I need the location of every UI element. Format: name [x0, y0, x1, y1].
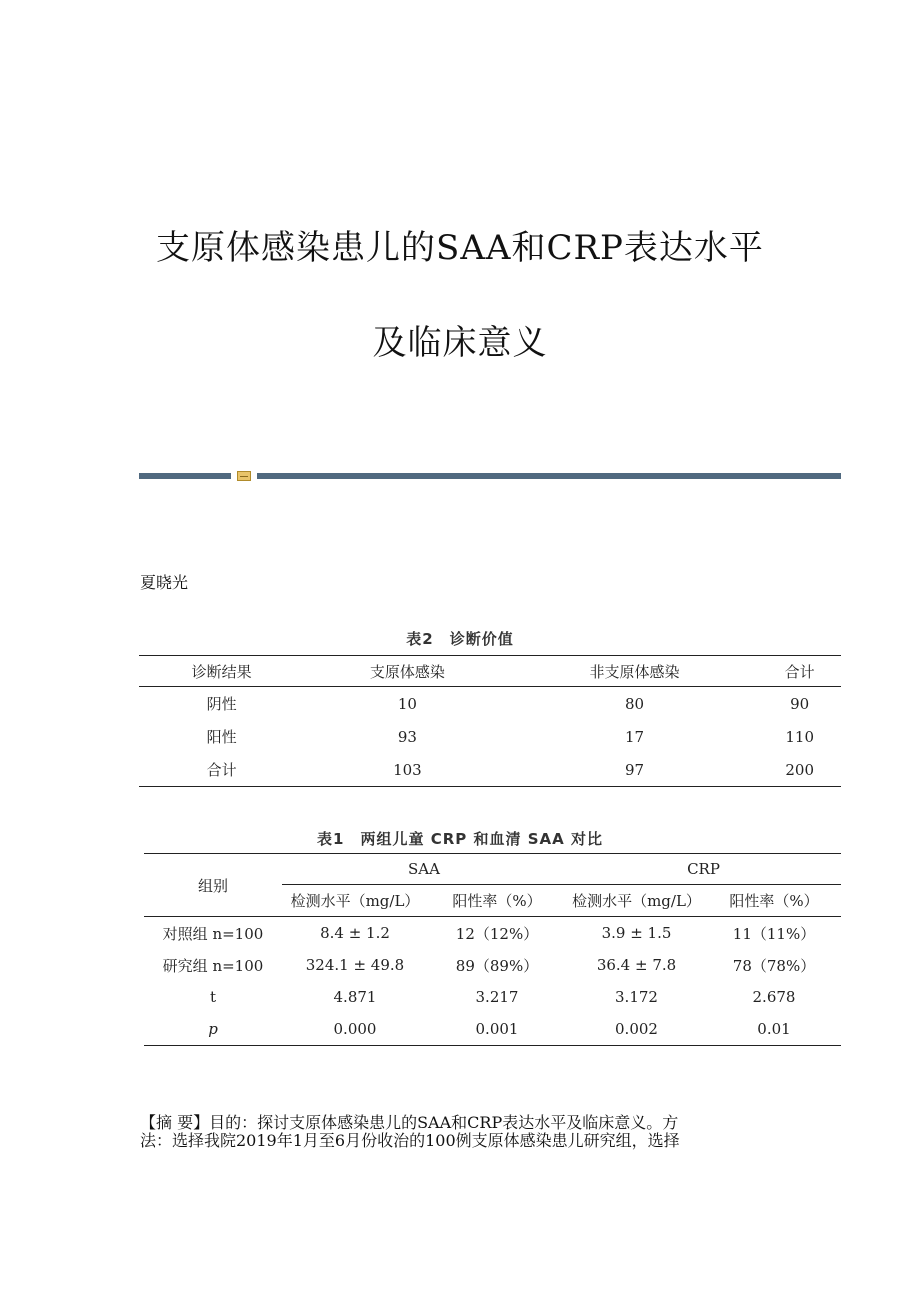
- table1-cell: 324.1 ± 49.8: [305, 956, 405, 974]
- table2-cell: 200: [758, 753, 841, 787]
- table1-cell: 12（12%）: [455, 924, 539, 943]
- table1-group-header: 组别: [144, 854, 282, 917]
- table2-cell: 110: [785, 727, 814, 746]
- table1-cell: t: [209, 988, 217, 1006]
- table2-header-cell: 支原体感染: [304, 656, 510, 687]
- table2-header-row: [139, 656, 841, 687]
- table2-diagnostic-value: [139, 655, 841, 787]
- author-name: 夏晓光: [140, 573, 189, 592]
- divider-bar-left: [139, 473, 231, 479]
- table1-caption: 表1 两组儿童 CRP 和血清 SAA 对比: [317, 830, 603, 848]
- table-row: [139, 720, 841, 753]
- table2-cell: 17: [624, 727, 645, 746]
- table2-cell: 阳性: [206, 728, 237, 746]
- table1-cell: p: [144, 1013, 282, 1046]
- table-row: [139, 687, 841, 721]
- table1-saa-header: SAA: [282, 854, 566, 885]
- table2-header-cell: 非支原体感染: [511, 656, 759, 687]
- table2-caption: 表2 诊断价值: [406, 630, 514, 648]
- table1-cell: 2.678: [752, 988, 796, 1006]
- table1-cell: 36.4 ± 7.8: [596, 956, 677, 974]
- table-row: [144, 1013, 841, 1046]
- table1-crp-header: CRP: [566, 854, 841, 885]
- table1-cell: 3.9 ± 1.5: [601, 924, 672, 942]
- table2-cell: 93: [397, 727, 417, 746]
- table1-header-row: [144, 854, 841, 885]
- title-divider: [139, 471, 841, 480]
- divider-bar-right: [257, 473, 841, 479]
- table1-cell: 0.01: [707, 1013, 841, 1046]
- table1-cell: 78（78%）: [732, 956, 816, 975]
- table1-cell: 对照组 n=100: [162, 924, 264, 943]
- table1-cell: 8.4 ± 1.2: [320, 924, 390, 942]
- envelope-icon: [237, 471, 251, 481]
- table2-cell: 90: [790, 694, 810, 713]
- table1-crp-saa-comparison: [144, 853, 841, 1046]
- table1-cell: 11（11%）: [732, 924, 816, 943]
- table-row: [144, 981, 841, 1013]
- table1-cell: 4.871: [333, 988, 377, 1006]
- table2-header-cell: 诊断结果: [139, 656, 304, 687]
- table1-cell: 3.217: [475, 988, 519, 1006]
- title-line-1: 支原体感染患儿的SAA和CRP表达水平: [156, 228, 764, 268]
- abstract-line-1: 【摘 要】目的：探讨支原体感染患儿的SAA和CRP表达水平及临床意义。方: [140, 1113, 679, 1132]
- table2-cell: 阴性: [206, 695, 237, 713]
- table-row: [144, 949, 841, 981]
- table1-cell: 0.001: [428, 1013, 566, 1046]
- table1-subheader-cell: 检测水平（mg/L）: [282, 885, 428, 917]
- table2-cell: 103: [304, 753, 510, 787]
- table1-subheader-cell: 检测水平（mg/L）: [566, 885, 707, 917]
- table1-subheader-cell: 阳性率（%）: [428, 885, 566, 917]
- table2-cell: 80: [624, 694, 645, 713]
- table-row: [144, 917, 841, 950]
- table2-cell: 10: [397, 694, 417, 713]
- abstract-line-2: 法：选择我院2019年1月至6月份收治的100例支原体感染患儿研究组，选择: [140, 1131, 680, 1150]
- table1-cell: 0.000: [282, 1013, 428, 1046]
- table2-cell: 合计: [139, 753, 304, 787]
- title-line-2: 及临床意义: [372, 323, 548, 363]
- table2-cell: 97: [511, 753, 759, 787]
- table1-cell: 89（89%）: [455, 956, 539, 975]
- table1-cell: 3.172: [615, 988, 658, 1006]
- table1-cell: 研究组 n=100: [162, 956, 264, 975]
- table2-header-cell: 合计: [758, 656, 841, 687]
- table1-subheader-cell: 阳性率（%）: [707, 885, 841, 917]
- table1-cell: 0.002: [566, 1013, 707, 1046]
- table-row: [139, 753, 841, 787]
